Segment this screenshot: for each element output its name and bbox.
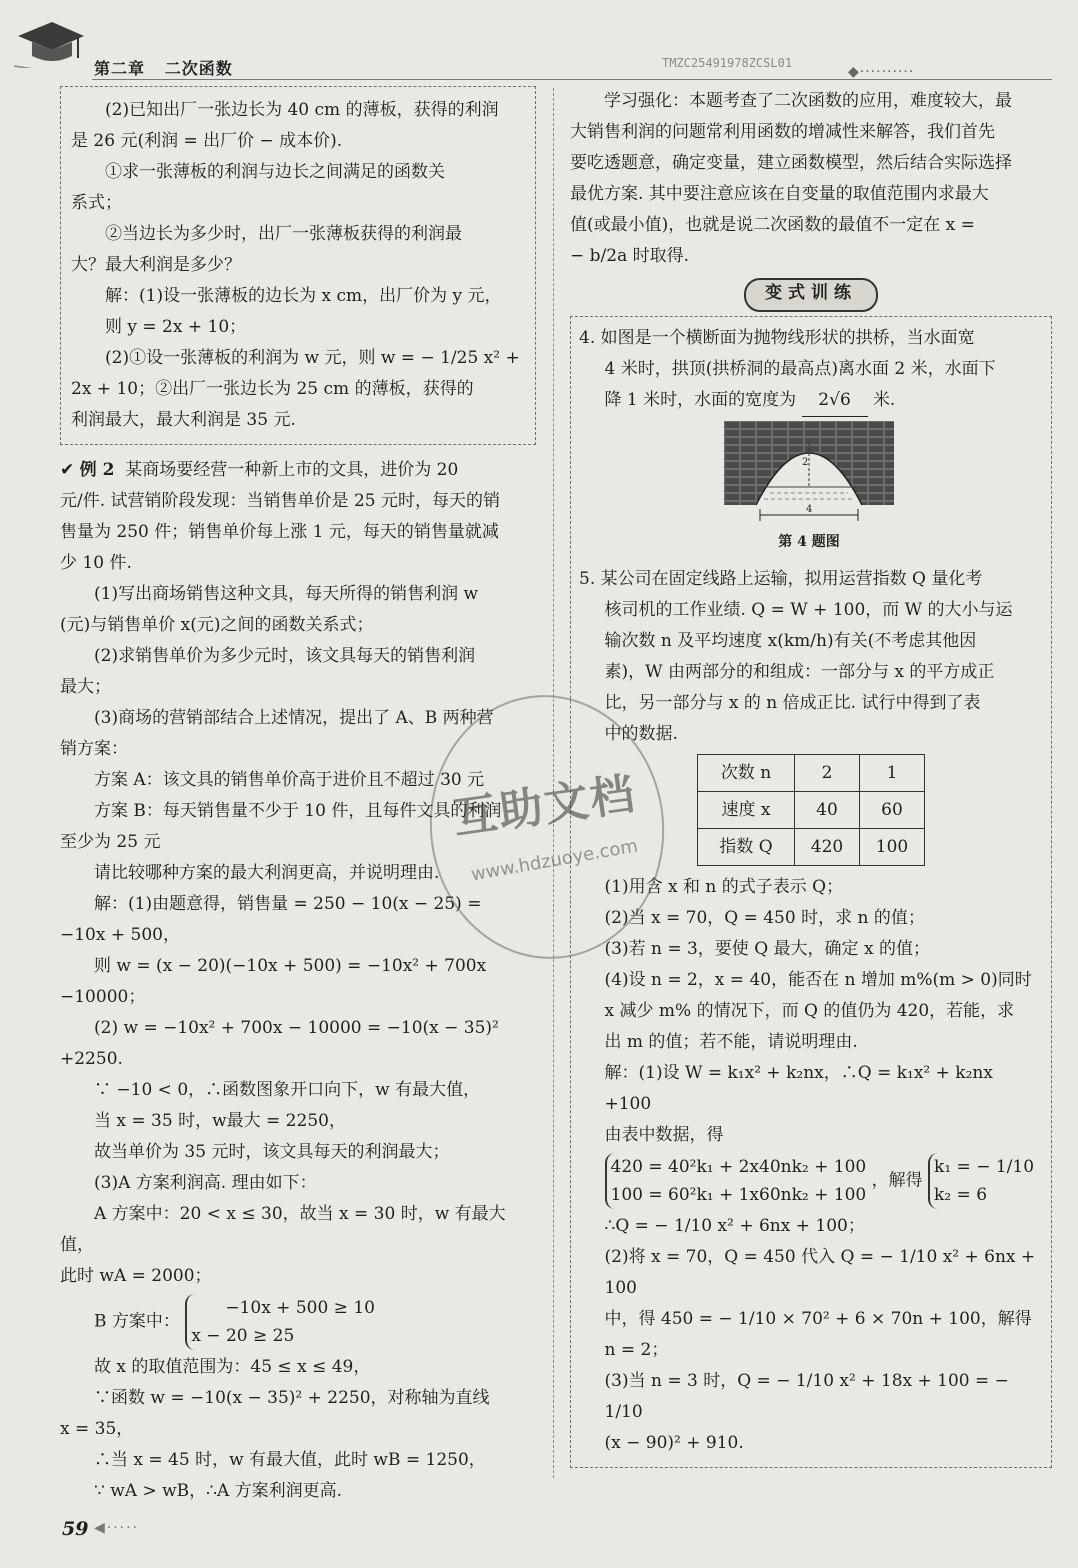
study-note: 大销售利润的问题常利用函数的增减性来解答，我们首先 [570, 122, 995, 142]
box-line: 系式； [71, 193, 122, 213]
solution-line: 故当单价为 35 元时，该文具每天的利润最大； [94, 1142, 450, 1162]
study-note: 学习强化：本题考查了二次函数的应用，难度较大，最 [604, 91, 1012, 111]
equation: 100 = 60²k₁ + 1x60nk₂ + 100 [610, 1185, 867, 1205]
solution-line: ∴Q = − 1/10 x² + 6nx + 100； [604, 1216, 865, 1236]
box-line: 利润最大，最大利润是 35 元. [71, 410, 296, 430]
table-cell: 40 [795, 792, 860, 829]
study-note: 值(或最小值)，也就是说二次函数的最值不一定在 x = [570, 215, 975, 235]
data-table [697, 754, 925, 866]
checkmark-icon: ✔ [60, 460, 75, 480]
question-5-part: 出 m 的值；若不能，请说明理由. [604, 1032, 858, 1052]
question-5-part: (4)设 n = 2，x = 40，能否在 n 增加 m%(m > 0)同时 [604, 970, 1032, 990]
solution-system [928, 1153, 1034, 1209]
example-text: 少 10 件. [60, 553, 132, 573]
equation-system [605, 1153, 867, 1209]
inequality-system [185, 1294, 375, 1350]
solution-line: −10x + 500， [60, 925, 180, 945]
table-cell: 420 [795, 829, 860, 866]
solution-line: 由表中数据，得 [604, 1125, 724, 1145]
solution-line: (2)将 x = 70，Q = 450 代入 Q = − 1/10 x² + 6nx + 100 [604, 1247, 1036, 1298]
footer-decoration: ◀····· [94, 1520, 140, 1536]
table-cell: 速度 x [698, 792, 795, 829]
inequality: x − 20 ≥ 25 [191, 1326, 295, 1346]
plan-b: 方案 B：每天销售量不少于 10 件，且每件文具的利润 [94, 801, 502, 821]
table-cell: 60 [860, 792, 925, 829]
solve-word: ，解得 [871, 1170, 923, 1191]
box-line: ②当边长为多少时，出厂一张薄板获得的利润最 [105, 224, 462, 244]
example-label: 例 2 [79, 460, 115, 480]
table-cell: 次数 n [698, 755, 795, 792]
box-line: (2)已知出厂一张边长为 40 cm 的薄板，获得的利润 [105, 100, 499, 120]
plan-b-label: B 方案中： [94, 1311, 180, 1332]
solution-line: ∵ wA > wB，∴A 方案利润更高. [94, 1481, 343, 1501]
question-5: 比，另一部分与 x 的 n 倍成正比. 试行中得到了表 [604, 693, 981, 713]
equation: k₂ = 6 [934, 1185, 988, 1205]
solution-line: A 方案中：20 < x ≤ 30，故当 x = 30 时，w 有最大值， [60, 1204, 506, 1255]
inequality: −10x + 500 ≥ 10 [225, 1298, 375, 1318]
table-cell: 100 [860, 829, 925, 866]
figure-caption: 第 4 题图 [778, 534, 840, 550]
solution-line: x = 35， [60, 1419, 134, 1439]
height-label: 2 [802, 457, 809, 468]
page-header [0, 0, 1078, 80]
solution-line: 则 w = (x − 20)(−10x + 500) = −10x² + 700x [94, 956, 487, 976]
solution-line: ∵函数 w = −10(x − 35)² + 2250，对称轴为直线 [94, 1388, 490, 1408]
equation: k₁ = − 1/10 [934, 1157, 1035, 1177]
study-note: − b/2a 时取得. [570, 246, 690, 266]
book-code: TMZC25491978ZCSL01 [662, 56, 793, 70]
solution-line: 当 x = 35 时，w最大 = 2250， [94, 1111, 346, 1131]
solution-line: ∴当 x = 45 时，w 有最大值，此时 wB = 1250， [94, 1450, 486, 1470]
header-divider [92, 79, 1052, 80]
solution-line: (3)当 n = 3 时，Q = − 1/10 x² + 18x + 100 = − 1/10 [604, 1371, 1009, 1422]
question-part: 销方案： [60, 739, 128, 759]
solution-line: 此时 wA = 2000； [60, 1266, 212, 1286]
question-4: 4. 如图是一个横断面为抛物线形状的拱桥，当水面宽 [579, 328, 975, 348]
table-cell: 1 [860, 755, 925, 792]
graduation-cap-icon [14, 18, 86, 68]
chapter-title: 第二章 二次函数 [94, 59, 233, 78]
question-part: 最大； [60, 677, 111, 697]
question-part: (2)求销售单价为多少元时，该文具每天的销售利润 [94, 646, 476, 666]
plan-a: 方案 A：该文具的销售单价高于进价且不超过 30 元 [94, 770, 485, 790]
question-part: (1)写出商场销售这种文具，每天所得的销售利润 w [94, 584, 479, 604]
example-text: 售量为 250 件；销售单价每上涨 1 元，每天的销售量就减 [60, 522, 499, 542]
unit: 米. [872, 390, 896, 410]
example-2-heading [60, 455, 536, 486]
plan-b-inequalities [60, 1294, 536, 1350]
question-4 [579, 385, 1039, 417]
example-continuation-box [60, 86, 536, 445]
solution-line: (x − 90)² + 910. [604, 1433, 744, 1453]
table-cell: 指数 Q [698, 829, 795, 866]
question-5: 核司机的工作业绩. Q = W + 100，而 W 的大小与运 [604, 600, 1013, 620]
question-5: 输次数 n 及平均速度 x(km/h)有关(不考虑其他因 [604, 631, 977, 651]
box-line: 解：(1)设一张薄板的边长为 x cm，出厂价为 y 元， [105, 286, 502, 306]
practice-banner: 变式训练 [744, 278, 878, 312]
equation-system-row [579, 1153, 1039, 1209]
width-label: 4 [806, 504, 813, 515]
question-5: 5. 某公司在固定线路上运输，拟用运营指数 Q 量化考 [579, 569, 983, 589]
solution-line: −10000； [60, 987, 146, 1007]
bridge-figure [724, 421, 894, 525]
question-4: 4 米时，拱顶(拱桥洞的最高点)离水面 2 米，水面下 [604, 359, 996, 379]
solution-line: (2) w = −10x² + 700x − 10000 = −10(x − 35)² [94, 1018, 499, 1038]
question-part: (3)商场的营销部结合上述情况，提出了 A、B 两种营 [94, 708, 494, 728]
example-text: 某商场要经营一种新上市的文具，进价为 20 [125, 460, 459, 480]
question-5-part: (1)用含 x 和 n 的式子表示 Q； [604, 877, 844, 897]
equation: 420 = 40²k₁ + 2x40nk₂ + 100 [610, 1157, 867, 1177]
box-line: 大？最大利润是多少？ [71, 255, 241, 275]
watermark-url: www.hdzuoye.com [469, 835, 640, 886]
question-part: (元)与销售单价 x(元)之间的函数关系式； [60, 615, 374, 635]
box-line: 2x + 10；②出厂一张边长为 25 cm 的薄板，获得的 [71, 379, 474, 399]
box-line: (2)①设一张薄板的利润为 w 元，则 w = − 1/25 x² + [105, 348, 520, 368]
page-number: 59 [62, 1518, 89, 1540]
box-line: 则 y = 2x + 10； [105, 317, 247, 337]
watermark-text: 互助文档 [449, 768, 640, 845]
table-row [698, 829, 925, 866]
solution-line: +2250. [60, 1049, 123, 1069]
compare-question: 请比较哪种方案的最大利润更高，并说明理由. [94, 863, 440, 883]
table-row [698, 792, 925, 829]
answer-blank: 2√6 [802, 385, 868, 417]
question-5: 中的数据. [604, 724, 678, 744]
study-note: 最优方案. 其中要注意应该在自变量的取值范围内求最大 [570, 184, 989, 204]
solution-line: 中，得 450 = − 1/10 × 70² + 6 × 70n + 100，解得 n = 2； [604, 1309, 1032, 1360]
solution-line: (3)A 方案利润高. 理由如下： [94, 1173, 317, 1193]
solution-line: +100 [604, 1094, 652, 1114]
table-row [698, 755, 925, 792]
plan-b: 至少为 25 元 [60, 832, 161, 852]
example-text: 元/件. 试营销阶段发现：当销售单价是 25 元时，每天的销 [60, 491, 500, 511]
question-5-part: x 减少 m% 的情况下，而 Q 的值仍为 420，若能，求 [604, 1001, 1015, 1021]
study-note: 要吃透题意，确定变量，建立函数模型，然后结合实际选择 [570, 153, 1012, 173]
question-5: 素)，W 由两部分的和组成：一部分与 x 的平方成正 [604, 662, 995, 682]
question-5-part: (3)若 n = 3，要使 Q 最大，确定 x 的值； [604, 939, 930, 959]
header-decoration: ◆·········· [848, 64, 915, 80]
box-line: ①求一张薄板的利润与边长之间满足的函数关 [105, 162, 445, 182]
box-line: 是 26 元(利润 = 出厂价 − 成本价). [71, 131, 343, 151]
question-5-part: (2)当 x = 70，Q = 450 时，求 n 的值； [604, 908, 925, 928]
solution-line: 故 x 的取值范围为：45 ≤ x ≤ 49， [94, 1357, 371, 1377]
solution-line: 解：(1)设 W = k₁x² + k₂nx，∴Q = k₁x² + k₂nx [604, 1063, 993, 1083]
solution-line: 解：(1)由题意得，销售量 = 250 − 10(x − 25) = [94, 894, 482, 914]
solution-line: ∵ −10 < 0，∴函数图象开口向下，w 有最大值， [94, 1080, 481, 1100]
table-cell: 2 [795, 755, 860, 792]
question-4-text: 降 1 米时，水面的宽度为 [604, 390, 797, 410]
